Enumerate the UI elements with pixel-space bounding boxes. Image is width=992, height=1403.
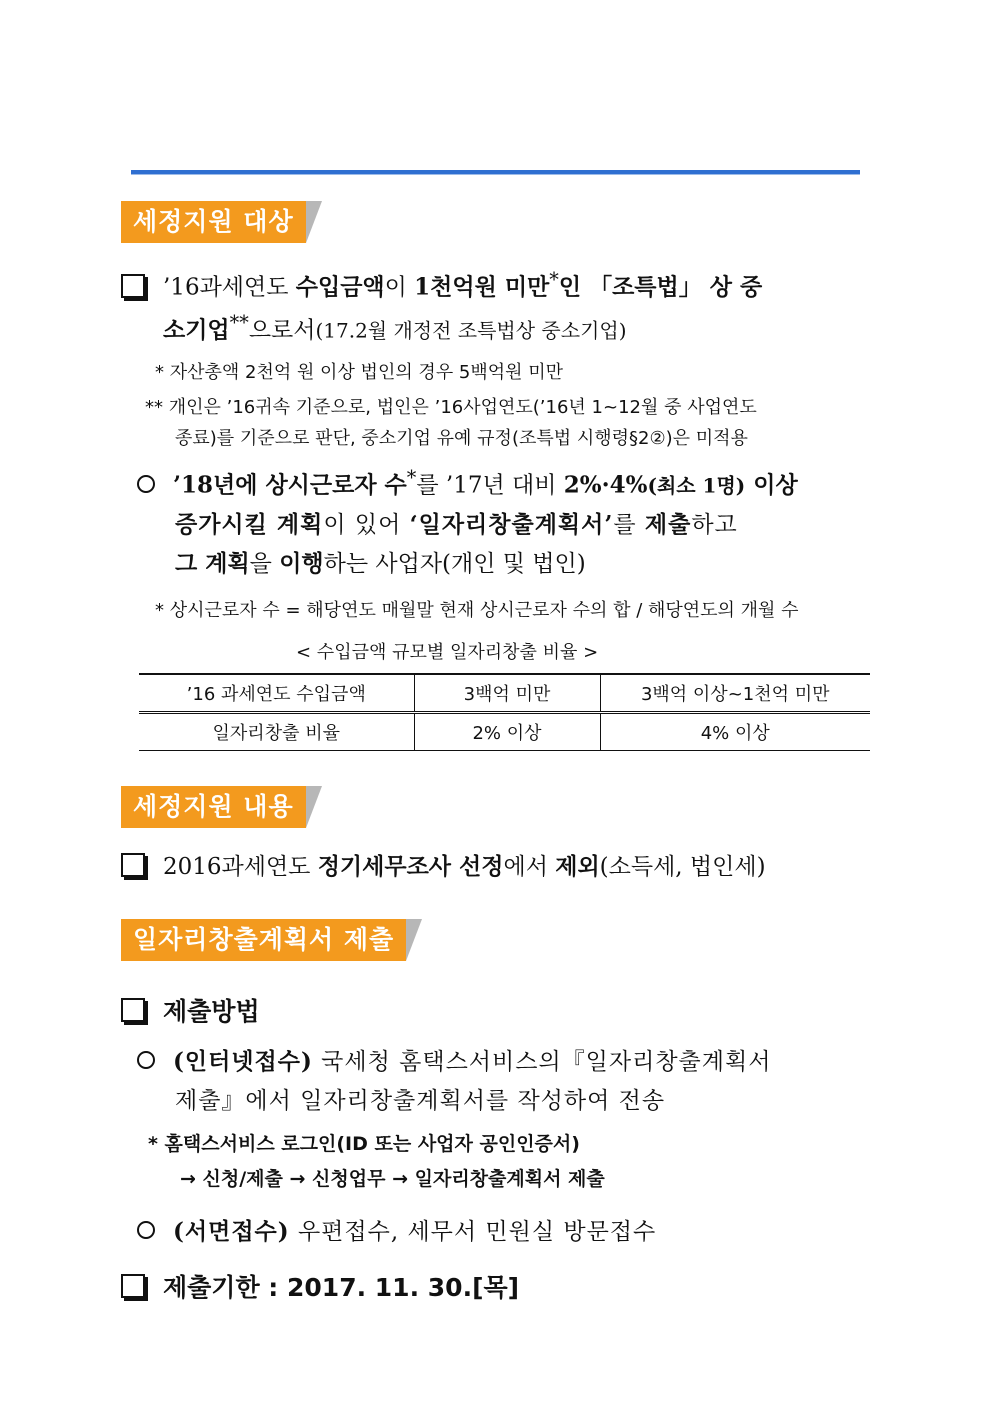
section-tab-shadow [306,786,322,828]
condition-line-3: 그 계획을 이행하는 사업자(개인 및 법인) [175,550,586,577]
section-title: 세정지원 대상 [121,201,306,243]
hometax-note-2: → 신청/제출 → 신청업무 → 일자리창출계획서 제출 [180,1168,605,1190]
method-internet-line-2: 제출』에서 일자리창출계획서를 작성하여 전송 [175,1088,666,1114]
circle-bullet-icon [137,475,155,493]
footnote-workers: * 상시근로자 수 = 해당연도 매월말 현재 상시근로자 수의 합 / 해당연도의 개월 수 [155,600,799,621]
method-paper-line: (서면접수) 우편접수, 세무서 민원실 방문접수 [137,1213,656,1246]
table-cell: 4% 이상 [600,713,870,751]
target-line-1: ’16과세연도 수입금액이 1천억원 미만*인 「조특법」 상 중 [121,268,762,302]
table-row [139,713,870,751]
table-header-row [139,674,870,713]
section-header-target [121,201,322,243]
method-internet-line-1: (인터넷접수) 국세청 홈택스서비스의『일자리창출계획서 [137,1043,771,1076]
table-title: < 수입금액 규모별 일자리창출 비율 > [296,642,599,663]
footnote-standard-1: ** 개인은 ’16귀속 기준으로, 법인은 ’16사업연도(’16년 1~12월 중 사업연도 [145,397,757,418]
table-header-cell: 3백억 미만 [414,674,600,713]
content-line: 2016과세연도 정기세무조사 선정에서 제외(소득세, 법인세) [121,848,766,881]
footnote-asset: * 자산총액 2천억 원 이상 법인의 경우 5백억원 미만 [155,362,564,383]
condition-line-1: ’18년에 상시근로자 수*를 ’17년 대비 2%·4%(최소 1명) 이상 [137,466,798,500]
table-header-cell: ’16 과세연도 수입금액 [139,674,414,713]
section-header-content [121,786,322,828]
checkbox-bullet-icon [121,274,145,298]
checkbox-bullet-icon [121,1274,145,1298]
deadline-heading: 제출기한 : 2017. 11. 30.[목] [121,1268,519,1304]
ratio-table [139,673,870,751]
table-cell: 일자리창출 비율 [139,713,414,751]
checkbox-bullet-icon [121,853,145,877]
section-title: 일자리창출계획서 제출 [121,919,406,961]
footnote-standard-2: 종료)를 기준으로 판단, 중소기업 유예 규정(조특법 시행령§2②)은 미적용 [175,428,748,449]
condition-line-2: 증가시킬 계획이 있어 ‘일자리창출계획서’를 제출하고 [175,511,738,538]
target-line-2: 소기업**으로서(17.2월 개정전 조특법상 중소기업) [163,311,627,344]
section-tab-shadow [406,919,422,961]
table-header-cell: 3백억 이상~1천억 미만 [600,674,870,713]
circle-bullet-icon [137,1051,155,1069]
hometax-note-1: * 홈택스서비스 로그인(ID 또는 사업자 공인인증서) [148,1133,580,1155]
section-header-submit [121,919,422,961]
circle-bullet-icon [137,1221,155,1239]
section-tab-shadow [306,201,322,243]
method-heading: 제출방법 [121,992,260,1028]
header-rule [131,170,860,175]
checkbox-bullet-icon [121,998,145,1022]
table-cell: 2% 이상 [414,713,600,751]
section-title: 세정지원 내용 [121,786,306,828]
